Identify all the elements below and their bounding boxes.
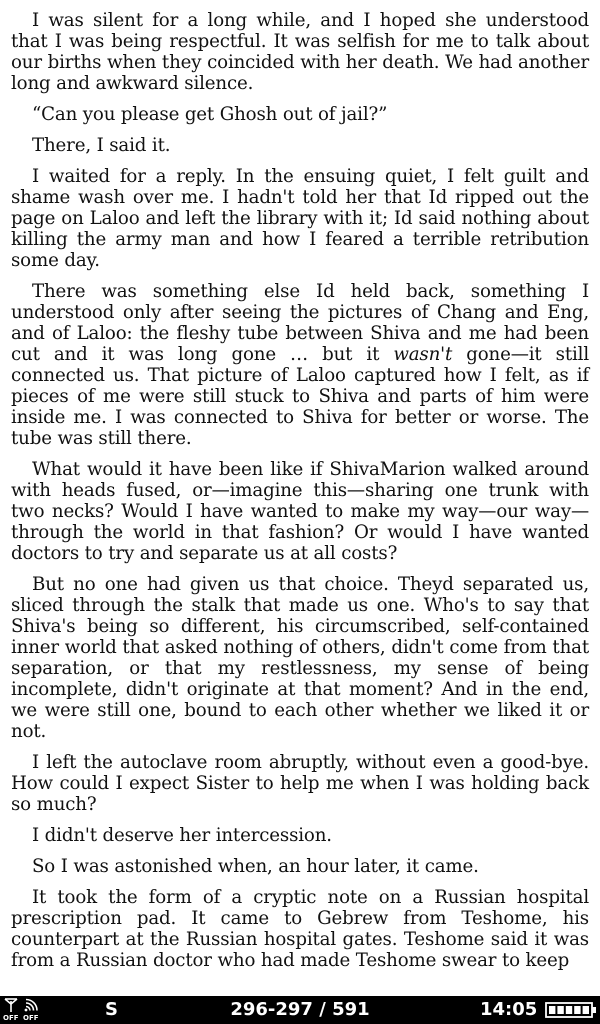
status-bar bbox=[0, 996, 600, 1024]
paragraph: It took the form of a cryptic note on a Russian hospital prescription pad. It came to Gebrew from Teshome, his counterpart at the Russian hospital gates. Teshome said it was from a Russian doctor who had made Teshome swear to keep bbox=[11, 887, 589, 971]
battery-cell bbox=[583, 1006, 589, 1014]
sync-indicator: S bbox=[105, 999, 118, 1020]
wifi-icon bbox=[25, 1000, 37, 1012]
paragraph-segment: gone—it still connected us. That picture of Laloo captured how I felt, as if pieces of me were still stuck to Shiva and parts of him were inside me. I was connected to Shiva for better or worse. The tube was still there. bbox=[11, 344, 589, 449]
paragraph: “Can you please get Ghosh out of jail?” bbox=[32, 104, 388, 125]
paragraph: I was silent for a long while, and I hoped she understood that I was being respectful. It was selfish for me to talk about our births when they coincided with her death. We had another long and awkward silence. bbox=[11, 10, 589, 94]
paragraph: I waited for a reply. In the ensuing quiet, I felt guilt and shame wash over me. I hadn't told her that Id ripped out the page on Laloo and left the library with it; Id said nothing about killing the army man and how I feared a terrible retribution some day. bbox=[11, 166, 589, 271]
battery-cell bbox=[574, 1006, 580, 1014]
wifi-status-label: OFF bbox=[23, 1014, 39, 1022]
battery-cell bbox=[557, 1006, 563, 1014]
antenna-icon bbox=[5, 999, 17, 1012]
paragraph: I didn't deserve her intercession. bbox=[32, 825, 332, 846]
paragraph-segment: There was something else Id held back, something I understood only after seeing the pictures of Chang and Eng, and of Laloo: the fleshy tube between Shiva and me had been cut and it was long gone … but it bbox=[11, 281, 589, 365]
clock: 14:05 bbox=[480, 999, 538, 1020]
paragraph: I left the autoclave room abruptly, without even a good-bye. How could I expect Sister to help me when I was holding back so much? bbox=[11, 752, 589, 815]
page-number-indicator[interactable]: 296-297 / 591 bbox=[230, 999, 370, 1020]
paragraph: So I was astonished when, an hour later, it came. bbox=[32, 856, 479, 877]
paragraph: There, I said it. bbox=[32, 135, 171, 156]
paragraph: What would it have been like if ShivaMarion walked around with heads fused, or—imagine this—sharing one trunk with two necks? Would I have wanted to make my way—our way—through the world in that fashion? Or would I have wanted doctors to try and separate us at all costs? bbox=[11, 459, 589, 564]
paragraph bbox=[11, 281, 589, 449]
battery-icon bbox=[545, 1002, 597, 1018]
antenna-status-label: OFF bbox=[3, 1014, 19, 1022]
emphasized-word: wasn't bbox=[393, 344, 453, 365]
battery-cell bbox=[549, 1006, 555, 1014]
connectivity-indicators bbox=[2, 997, 46, 1023]
battery-cell bbox=[566, 1006, 572, 1014]
paragraph: But no one had given us that choice. Theyd separated us, sliced through the stalk that made us one. Who's to say that Shiva's being so different, his circumscribed, self-contained inner world that asked nothing of others, didn't come from that separation, or that my restlessness, my sense of being incomplete, didn't originate at that moment? And in the end, we were still one, bound to each other whether we liked it or not. bbox=[11, 574, 589, 742]
